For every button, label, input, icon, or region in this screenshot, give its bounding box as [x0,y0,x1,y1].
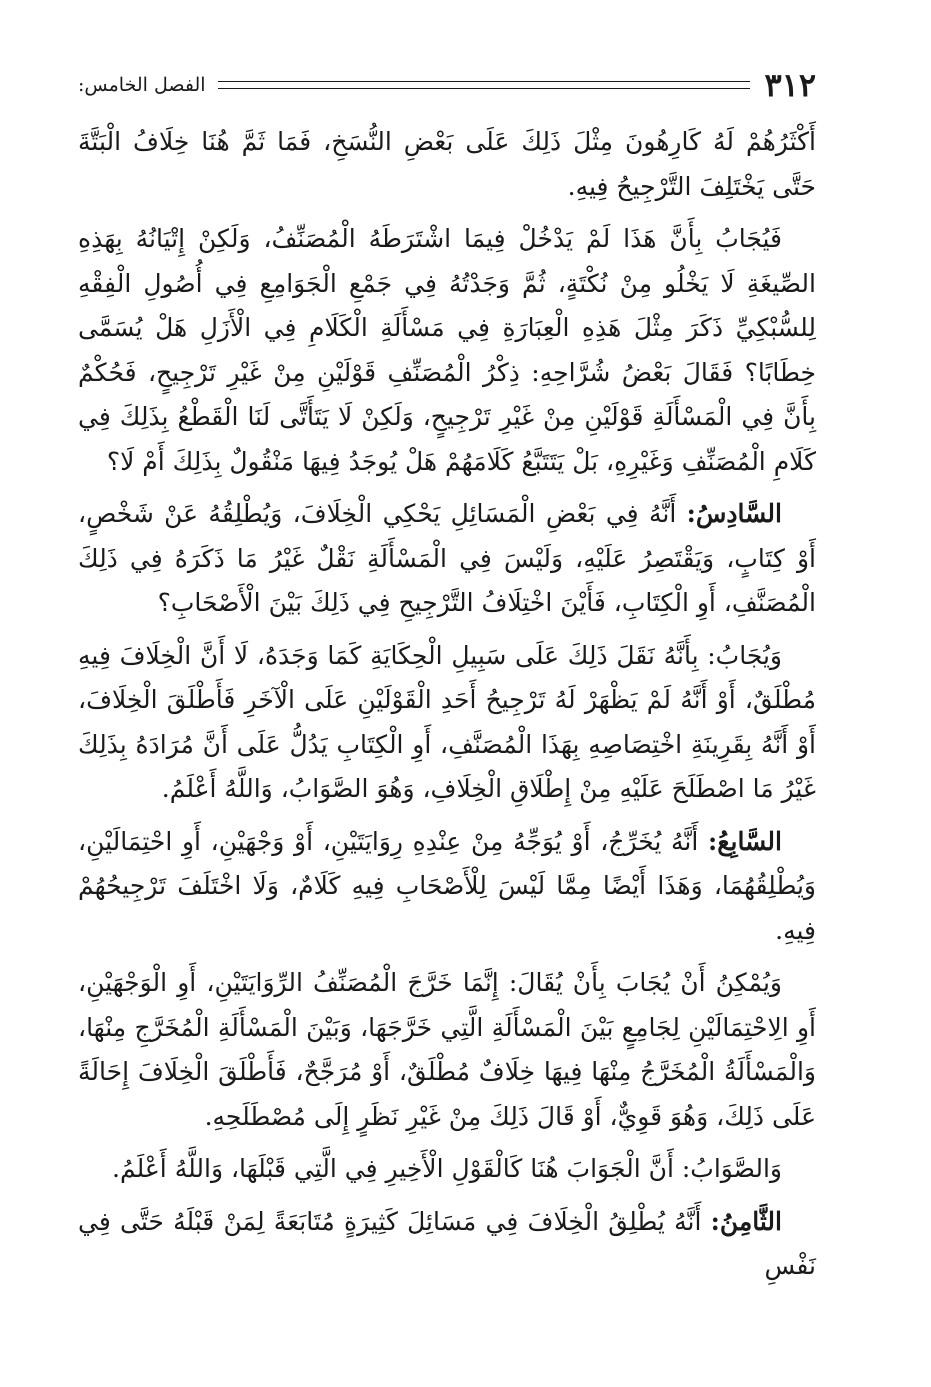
paragraph [78,820,816,954]
paragraph-text: وَيُمْكِنُ أَنْ يُجَابَ بِأَنْ يُقَالَ: إِنَّمَا خَرَّجَ الْمُصَنِّفُ الرِّوَايَتَيْنِ، أَوِ الْوَجْهَيْنِ، أَوِ الِاحْتِمَالَيْنِ لِجَامِعٍ بَيْنَ الْمَسْأَلَةِ الَّتِي خَرَّجَهَا، وَبَيْنَ الْمَسْأَلَةِ الْمُخَرَّجِ مِنْهَا، وَالْمَسْأَلَةُ الْمُخَرَّجُ مِنْهَا فِيهَا خِلَافٌ مُطْلَقٌ، أَوْ مُرَجَّحٌ، فَأَطْلَقَ الْخِلَافَ إِحَالَةً عَلَى ذَلِكَ، وَهُوَ قَوِيٌّ، أَوْ قَالَ ذَلِكَ مِنْ غَيْرِ نَظَرٍ إِلَى مُصْطَلَحِهِ. [78,968,816,1131]
paragraph-text: أَنَّهُ يُطْلِقُ الْخِلَافَ فِي مَسَائِلَ كَثِيرَةٍ مُتَابَعَةً لِمَنْ قَبْلَهُ حَتَّى فِي نَفْسِ [78,1206,816,1280]
paragraph [78,217,816,484]
paragraph [78,1147,816,1192]
header-rule [218,81,751,89]
paragraph-text: وَالصَّوَابُ: أَنَّ الْجَوَابَ هُنَا كَالْقَوْلِ الْأَخِيرِ فِي الَّتِي قَبْلَهَا، وَاللَّهُ أَعْلَمُ. [112,1154,782,1183]
section-lead: الثَّامِنُ: [710,1206,782,1236]
paragraph [78,492,816,626]
page-number: ٣١٢ [764,66,816,104]
paragraph-text: فَيُجَابُ بِأَنَّ هَذَا لَمْ يَدْخُلْ فِيمَا اشْتَرَطَهُ الْمُصَنِّفُ، وَلَكِنْ إِتْيَانُهُ بِهَذِهِ الصِّيغَةِ لَا يَخْلُو مِنْ نُكْتَةٍ، ثُمَّ وَجَدْتُهُ فِي جَمْعِ الْجَوَامِعِ فِي أُصُولِ الْفِقْهِ لِلسُّبْكِيِّ ذَكَرَ مِثْلَ هَذِهِ الْعِبَارَةِ فِي مَسْأَلَةِ الْكَلَامِ فِي الْأَزَلِ هَلْ يُسَمَّى خِطَابًا؟ فَقَالَ بَعْضُ شُرَّاحِهِ: ذِكْرُ الْمُصَنِّفِ قَوْلَيْنِ مِنْ غَيْرِ تَرْجِيحٍ، فَحُكْمٌ بِأَنَّ فِي الْمَسْأَلَةِ قَوْلَيْنِ مِنْ غَيْرِ تَرْجِيحٍ، وَلَكِنْ لَا يَتَأَتَّى لَنَا الْقَطْعُ بِذَلِكَ فِي كَلَامِ الْمُصَنِّفِ وَغَيْرِهِ، بَلْ يَتَتَبَّعُ كَلَامَهُمْ هَلْ يُوجَدُ فِيهَا مَنْقُولٌ بِذَلِكَ أَمْ لَا؟ [78,224,816,476]
section-lead: السَّابِعُ: [708,826,782,856]
paragraph [78,961,816,1139]
book-page [78,60,816,1360]
paragraph [78,1200,816,1289]
paragraph-text: أَنَّهُ يُخَرِّجُ، أَوْ يُوَجِّهُ مِنْ عِنْدِهِ رِوَايَتَيْنِ، أَوْ وَجْهَيْنِ، أَوِ احْتِمَالَيْنِ، وَيُطْلِقُهُمَا، وَهَذَا أَيْضًا مِمَّا لَيْسَ لِلْأَصْحَابِ فِيهِ كَلَامٌ، وَلَا اخْتَلَفَ تَرْجِيحُهُمْ فِيهِ. [78,826,816,945]
paragraph-text: أَنَّهُ فِي بَعْضِ الْمَسَائِلِ يَحْكِي الْخِلَافَ، وَيُطْلِقُهُ عَنْ شَخْصٍ، أَوْ كِتَابٍ، وَيَقْتَصِرُ عَلَيْهِ، وَلَيْسَ فِي الْمَسْأَلَةِ نَقْلٌ غَيْرُ مَا ذَكَرَهُ فِي ذَلِكَ الْمُصَنَّفِ، أَوِ الْكِتَابِ، فَأَيْنَ اخْتِلَافُ التَّرْجِيحِ فِي ذَلِكَ بَيْنَ الْأَصْحَابِ؟ [78,499,816,617]
paragraph [78,120,816,209]
paragraph-text: أَكْثَرُهُمْ لَهُ كَارِهُونَ مِثْلَ ذَلِكَ عَلَى بَعْضِ النُّسَخِ، فَمَا ثَمَّ هُنَا خِلَافُ الْبَتَّةَ حَتَّى يَخْتَلِفَ التَّرْجِيحُ فِيهِ. [78,127,816,201]
paragraph-text: وَيُجَابُ: بِأَنَّهُ نَقَلَ ذَلِكَ عَلَى سَبِيلِ الْحِكَايَةِ كَمَا وَجَدَهُ، لَا أَنَّ الْخِلَافَ فِيهِ مُطْلَقٌ، أَوْ أَنَّهُ لَمْ يَظْهَرْ لَهُ تَرْجِيحُ أَحَدِ الْقَوْلَيْنِ عَلَى الْآخَرِ فَأَطْلَقَ الْخِلَافَ، أَوْ أَنَّهُ بِقَرِينَةِ اخْتِصَاصِهِ بِهَذَا الْمُصَنَّفِ، أَوِ الْكِتَابِ يَدُلُّ عَلَى أَنَّ مُرَادَهُ بِذَلِكَ غَيْرُ مَا اصْطَلَحَ عَلَيْهِ مِنْ إِطْلَاقِ الْخِلَافِ، وَهُوَ الصَّوَابُ، وَاللَّهُ أَعْلَمُ. [78,640,816,803]
chapter-title: الفصل الخامس: [78,74,206,96]
section-lead: السَّادِسُ: [686,499,782,528]
page-body [78,120,816,1289]
paragraph [78,634,816,812]
page-header [78,60,816,110]
